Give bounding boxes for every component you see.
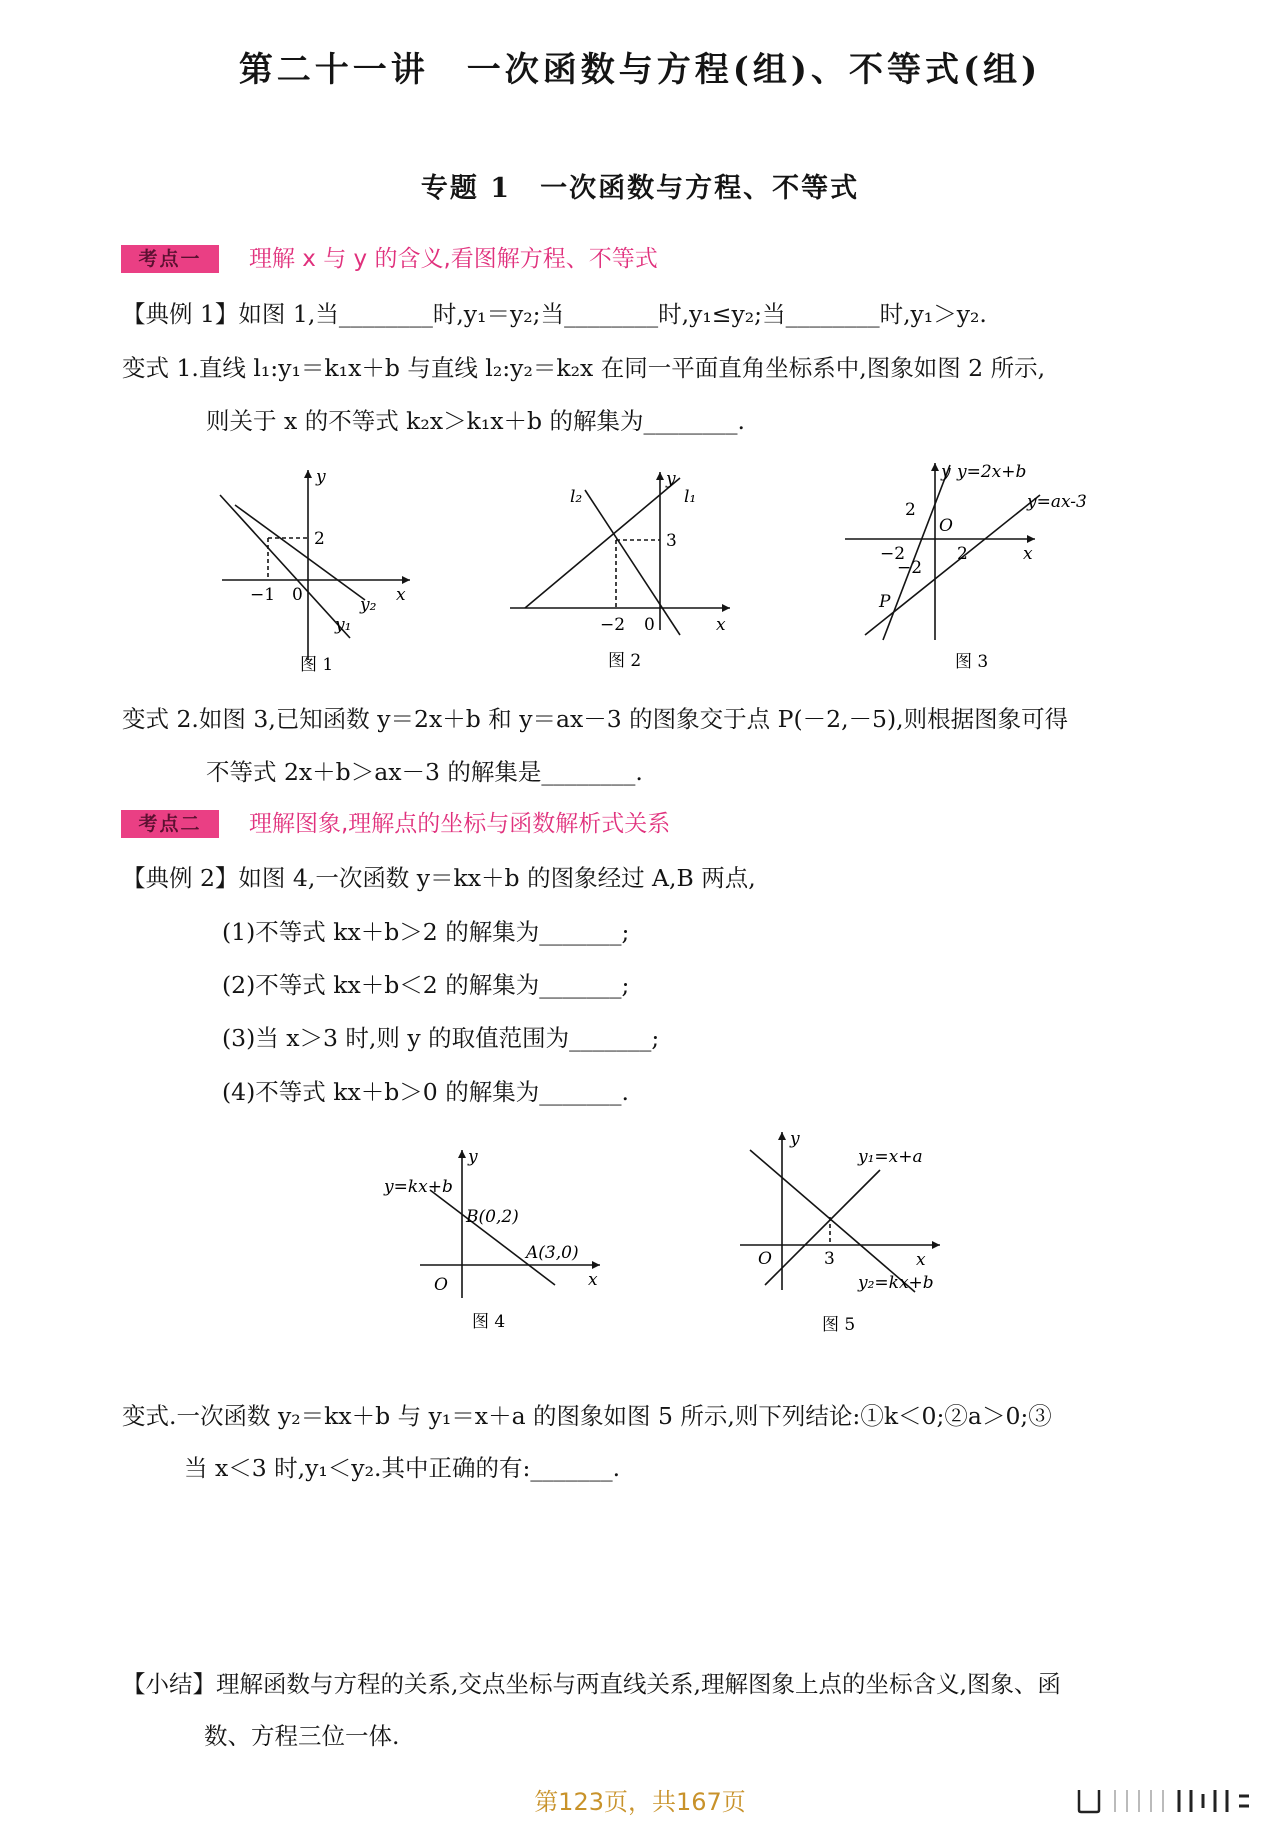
example-2-q2: (2)不等式 kx＋b＜2 的解集为_______;	[222, 971, 630, 999]
fig2-l2-label: l₂	[570, 487, 583, 507]
summary-line-1: 【小结】理解函数与方程的关系,交点坐标与两直线关系,理解图象上点的坐标含义,图象、函	[122, 1670, 1061, 1698]
fig2-l1-label: l₁	[684, 487, 697, 507]
figure-5	[730, 1120, 970, 1350]
example-2-q3: (3)当 x＞3 时,则 y 的取值范围为_______;	[222, 1024, 660, 1052]
fig3-label-P: P	[879, 592, 891, 612]
kaodian-2-heading	[121, 810, 821, 838]
fig1-x-axis-label: x	[396, 585, 406, 605]
variant-3-line-2: 当 x＜3 时,y₁＜y₂.其中正确的有:_______.	[184, 1454, 621, 1482]
fig1-y-axis-label: y	[316, 467, 326, 487]
fig1-y2-label: y₂	[360, 595, 377, 615]
fig5-y2-label: y₂=kx+b	[858, 1273, 934, 1293]
figure-5-graph	[730, 1120, 970, 1350]
variant-2-line-2: 不等式 2x＋b＞ax－3 的解集是________.	[206, 758, 643, 786]
viewer-toolbar	[1075, 1788, 1255, 1814]
variant-3-line-1: 变式.一次函数 y₂＝kx＋b 与 y₁＝x＋a 的图象如图 5 所示,则下列结论:①k＜0;②a＞0;③	[122, 1402, 1052, 1430]
fig4-line-label: y=kx+b	[384, 1177, 453, 1197]
fig2-label-3: 3	[666, 531, 677, 551]
lecture-title: 第二十一讲 一次函数与方程(组)、不等式(组)	[238, 50, 1042, 90]
figure-4	[380, 1140, 620, 1340]
fig2-label-0: 0	[644, 615, 655, 635]
fig5-x-axis-label: x	[916, 1250, 926, 1270]
variant-1-line-1: 变式 1.直线 l₁:y₁＝k₁x＋b 与直线 l₂:y₂＝k₂x 在同一平面直角坐标系中,图象如图 2 所示,	[122, 354, 1046, 382]
fig4-label-O: O	[434, 1275, 448, 1295]
fig3-line-b-label: y=ax-3	[1027, 492, 1087, 512]
fig3-label-2x: 2	[957, 544, 968, 564]
kaodian-1-heading	[121, 245, 821, 273]
page-grid-icon[interactable]	[1115, 1790, 1163, 1812]
page-indicator: 第123页，共167页	[534, 1788, 746, 1816]
kaodian-2-badge: 考点二	[121, 810, 219, 838]
fig3-label-minus2x: −2	[880, 544, 906, 564]
fig3-caption: 图 3	[955, 652, 989, 672]
figure-3-graph	[835, 455, 1105, 685]
figure-3	[835, 455, 1105, 685]
summary-line-2: 数、方程三位一体.	[204, 1722, 400, 1750]
fig3-label-O: O	[939, 516, 953, 536]
fig4-y-axis-label: y	[468, 1147, 478, 1167]
variant-2-line-1: 变式 2.如图 3,已知函数 y＝2x＋b 和 y＝ax－3 的图象交于点 P(－2,－5),则根据图象可得	[122, 705, 1069, 733]
fig2-x-axis-label: x	[716, 615, 726, 635]
fig4-caption: 图 4	[472, 1312, 506, 1332]
example-2-q4: (4)不等式 kx＋b＞0 的解集为_______.	[222, 1078, 629, 1106]
fig1-caption: 图 1	[300, 655, 334, 675]
viewer-toolbar-icons	[1075, 1788, 1255, 1814]
single-page-icon[interactable]	[1079, 1790, 1099, 1812]
fig3-x-axis-label: x	[1023, 544, 1033, 564]
figure-1-graph	[210, 460, 430, 680]
fig3-label-2y: 2	[905, 500, 916, 520]
kaodian-1-badge: 考点一	[121, 245, 219, 273]
variant-1-line-2: 则关于 x 的不等式 k₂x＞k₁x＋b 的解集为________.	[206, 407, 745, 435]
figure-2-graph	[500, 460, 740, 680]
fig1-y1-label: y₁	[335, 615, 352, 635]
fig2-caption: 图 2	[608, 651, 642, 671]
figure-4-graph	[380, 1140, 620, 1340]
fig5-y-axis-label: y	[790, 1129, 800, 1149]
fig5-label-3: 3	[824, 1249, 835, 1269]
fig1-label-minus1: −1	[250, 585, 276, 605]
fig1-label-0: 0	[292, 585, 303, 605]
fig4-point-B: B(0,2)	[466, 1207, 519, 1227]
fig4-point-A: A(3,0)	[526, 1243, 579, 1263]
fig5-label-O: O	[758, 1249, 772, 1269]
figure-1	[210, 460, 430, 680]
fig2-y-axis-label: y	[666, 469, 676, 489]
example-1: 【典例 1】如图 1,当________时,y₁＝y₂;当________时,y₁≤y₂;当________时,y₁＞y₂.	[122, 300, 987, 328]
example-2: 【典例 2】如图 4,一次函数 y＝kx＋b 的图象经过 A,B 两点,	[122, 864, 756, 892]
fig5-caption: 图 5	[822, 1315, 856, 1335]
fig3-line-a-label: y=2x+b	[957, 462, 1027, 482]
fig5-y1-label: y₁=x+a	[858, 1147, 923, 1167]
fig2-label-minus2: −2	[600, 615, 626, 635]
topic-title: 专题 1 一次函数与方程、不等式	[420, 173, 860, 204]
example-2-q1: (1)不等式 kx＋b＞2 的解集为_______;	[222, 918, 630, 946]
kaodian-2-text: 理解图象,理解点的坐标与函数解析式关系	[249, 811, 671, 837]
fig3-y-axis-label: y	[941, 462, 951, 482]
fig1-label-2: 2	[314, 529, 325, 549]
fig4-x-axis-label: x	[588, 1270, 598, 1290]
fig3-label-minus2y: −2	[897, 558, 923, 578]
figure-2	[500, 460, 740, 680]
scroll-mode-icon[interactable]	[1179, 1790, 1249, 1812]
kaodian-1-text: 理解 x 与 y 的含义,看图解方程、不等式	[249, 246, 658, 272]
